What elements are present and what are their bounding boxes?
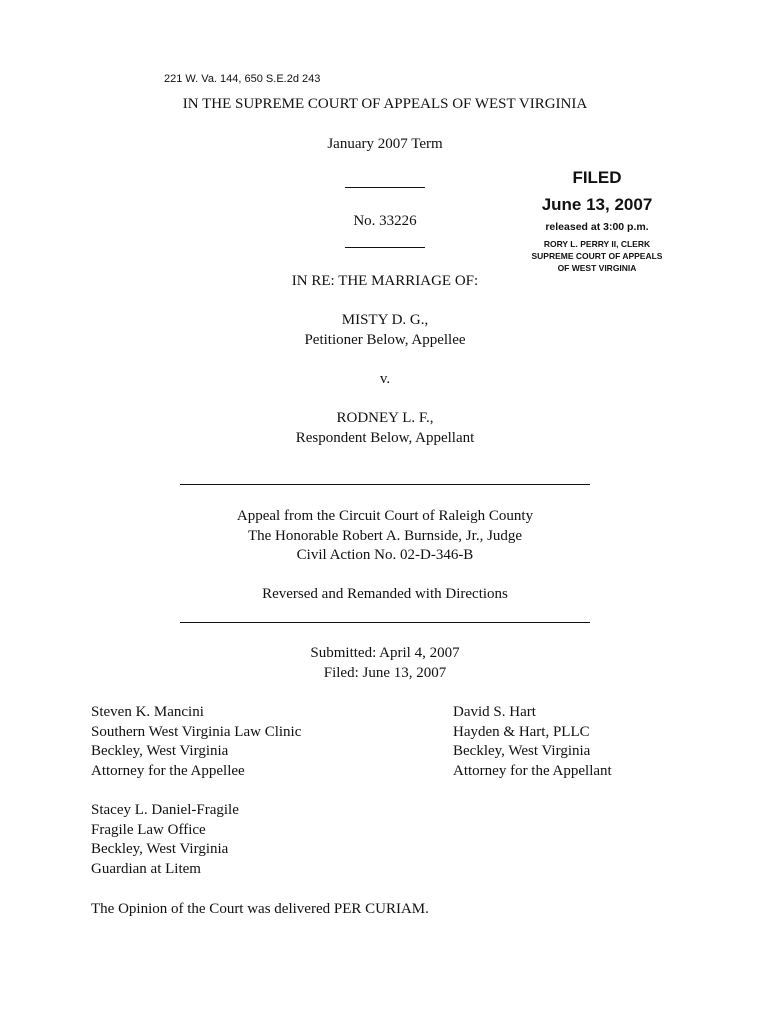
submitted-date: Submitted: April 4, 2007: [310, 645, 460, 661]
clerk-name: RORY L. PERRY II, CLERK: [543, 239, 651, 249]
attorney-appellant: [453, 703, 612, 781]
appellee-attorney-firm: Southern West Virginia Law Clinic: [91, 723, 302, 740]
petitioner-role: Petitioner Below, Appellee: [304, 331, 466, 348]
attorney-appellee: [91, 703, 301, 781]
respondent-role: Respondent Below, Appellant: [295, 429, 475, 446]
released-time: released at 3:00 p.m.: [545, 221, 649, 233]
appellant-attorney-firm: Hayden & Hart, PLLC: [453, 723, 590, 740]
docket-rule-top: [345, 187, 425, 188]
stamp-court-line2: OF WEST VIRGINIA: [557, 263, 637, 273]
guardian-ad-litem: [91, 801, 239, 879]
guardian-name: Stacey L. Daniel-Fragile: [91, 802, 239, 818]
appeal-info: [180, 507, 590, 566]
appellant-attorney-role: Attorney for the Appellant: [453, 762, 612, 779]
guardian-firm: Fragile Law Office: [91, 821, 206, 838]
divider-bottom: [180, 622, 590, 623]
term: January 2007 Term: [327, 136, 443, 152]
appeal-judge: The Honorable Robert A. Burnside, Jr., Judge: [247, 527, 523, 544]
appellant-attorney-name: David S. Hart: [453, 704, 536, 720]
disposition: Reversed and Remanded with Directions: [262, 586, 508, 602]
respondent-name: RODNEY L. F.,: [336, 410, 434, 426]
filed-date-line: Filed: June 13, 2007: [323, 664, 447, 681]
civil-action-number: Civil Action No. 02-D-346-B: [296, 547, 474, 563]
guardian-role: Guardian at Litem: [91, 860, 201, 877]
guardian-city: Beckley, West Virginia: [91, 841, 229, 857]
petitioner-block: [180, 311, 590, 350]
respondent-block: [180, 409, 590, 448]
in-re-heading: IN RE: THE MARRIAGE OF:: [291, 273, 479, 289]
stamp-court-line1: SUPREME COURT OF APPEALS: [531, 251, 663, 261]
versus: v.: [379, 371, 391, 387]
appellee-attorney-name: Steven K. Mancini: [91, 704, 204, 720]
opinion-statement: The Opinion of the Court was delivered PER CURIAM.: [91, 901, 429, 917]
appellant-attorney-city: Beckley, West Virginia: [453, 743, 591, 759]
docket-number: No. 33226: [353, 213, 417, 229]
appellee-attorney-city: Beckley, West Virginia: [91, 743, 229, 759]
docket-rule-bottom: [345, 247, 425, 248]
filed-label: FILED: [572, 168, 622, 187]
filed-date: June 13, 2007: [541, 195, 653, 214]
filed-stamp: [523, 168, 671, 274]
appeal-court: Appeal from the Circuit Court of Raleigh County: [236, 508, 534, 524]
court-title: IN THE SUPREME COURT OF APPEALS OF WEST VIRGINIA: [182, 96, 588, 112]
citation: 221 W. Va. 144, 650 S.E.2d 243: [164, 73, 321, 85]
petitioner-name: MISTY D. G.,: [341, 312, 429, 328]
dates-block: [180, 644, 590, 683]
divider-top: [180, 484, 590, 485]
appellee-attorney-role: Attorney for the Appellee: [91, 762, 245, 779]
